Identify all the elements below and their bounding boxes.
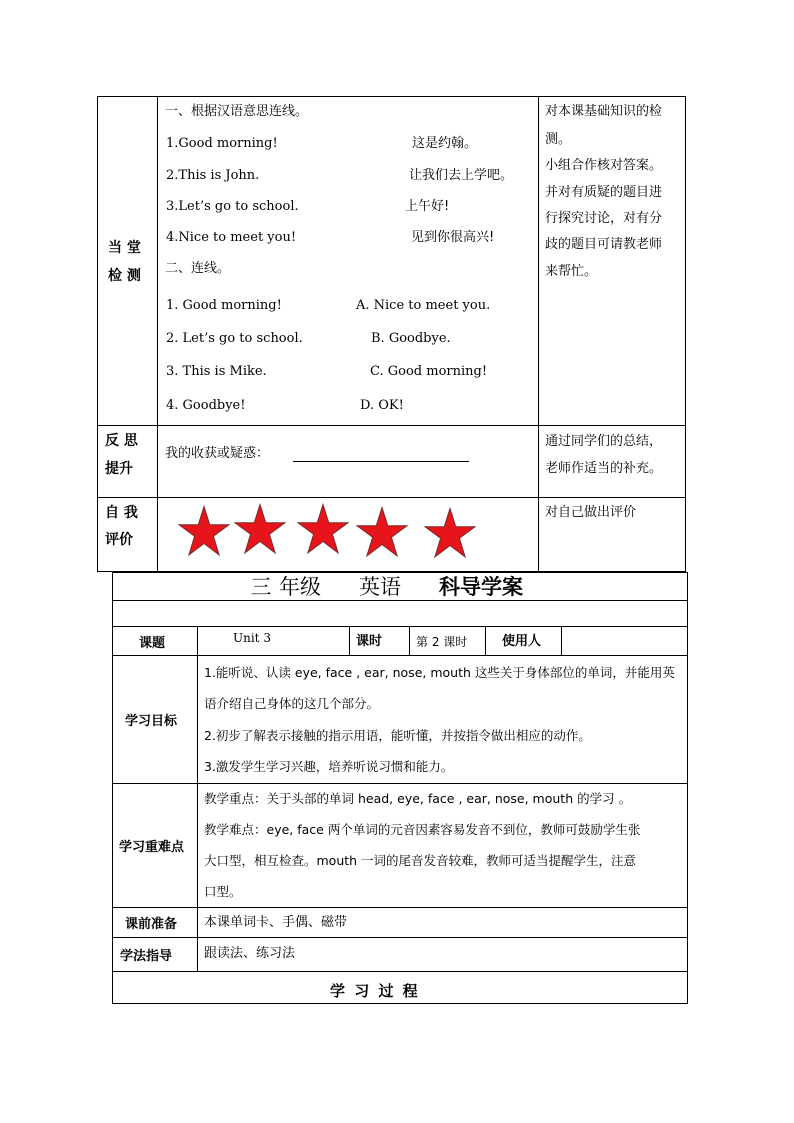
goals-label: 学习目标 [125, 714, 178, 729]
section1-cn-3: 上午好! [405, 199, 450, 214]
subject-value: 英语 [321, 574, 439, 601]
section1-en-1: 1.Good morning! [166, 136, 278, 151]
note-line: 小组合作核对答案。 [545, 158, 663, 173]
note-line: 测。 [545, 132, 572, 147]
key-point-line: 大口型，相互检查。mouth 一词的尾音发音较难，教师可适当提醒学生，注意 [204, 853, 637, 868]
note-line: 歧的题目可请教老师 [545, 237, 663, 252]
star-icon[interactable] [234, 503, 286, 555]
section2-right-3: C. Good morning! [370, 364, 488, 379]
note-line: 来帮忙。 [545, 264, 598, 279]
self-eval-note: 对自己做出评价 [545, 505, 637, 520]
section2-right-4: D. OK! [360, 398, 404, 413]
row-label-detect-1: 当 堂 [108, 240, 141, 256]
note-line: 老师作适当的补充。 [545, 461, 663, 476]
goal-line: 3.激发学生学习兴趣，培养听说习惯和能力。 [204, 759, 454, 774]
reflect-answer-line[interactable] [293, 461, 469, 462]
section2-left-2: 2. Let’s go to school. [166, 331, 303, 346]
grade-suffix: 年级 [279, 575, 321, 599]
section2-left-4: 4. Goodbye! [166, 398, 246, 413]
grade-value: 三 [243, 574, 279, 601]
row-label-self-1: 自 我 [105, 505, 138, 521]
star-icon[interactable] [424, 507, 476, 559]
period-value: 第 2 课时 [416, 635, 468, 649]
section1-en-4: 4.Nice to meet you! [166, 230, 297, 245]
prep-value: 本课单词卡、手偶、磁带 [204, 915, 348, 930]
star-icon[interactable] [297, 503, 349, 555]
goal-line: 语介绍自己身体的这几个部分。 [204, 696, 380, 711]
period-label: 课时 [356, 634, 383, 649]
row-label-self-2: 评价 [105, 532, 133, 548]
section1-en-3: 3.Let’s go to school. [166, 199, 299, 214]
section1-en-2: 2.This is John. [166, 168, 260, 183]
goal-line: 1.能听说、认读 eye, face , ear, nose, mouth 这些关于身体部位的单词，并能用英 [204, 665, 675, 680]
section1-cn-2: 让我们去上学吧。 [409, 168, 514, 183]
note-line: 并对有质疑的题目进 [545, 185, 663, 200]
topic-value: Unit 3 [233, 631, 271, 645]
section2-right-1: A. Nice to meet you. [356, 298, 491, 313]
process-heading: 学 习 过 程 [330, 982, 420, 1000]
topic-label: 课题 [139, 636, 166, 651]
title-suffix: 科导学案 [439, 575, 523, 599]
goal-line: 2.初步了解表示接触的指示用语，能听懂，并按指令做出相应的动作。 [204, 728, 591, 743]
section1-cn-4: 见到你很高兴! [411, 230, 495, 245]
reflect-prompt: 我的收获或疑惑： [165, 446, 270, 461]
star-icon[interactable] [178, 505, 230, 557]
key-points-label: 学习重难点 [119, 840, 185, 855]
key-point-line: 教学重点：关于头部的单词 head, eye, face , ear, nose, mouth 的学习 。 [204, 791, 632, 806]
user-label: 使用人 [502, 634, 542, 649]
page-title [243, 574, 523, 601]
key-point-line: 口型。 [204, 884, 242, 899]
section2-left-1: 1. Good morning! [166, 298, 282, 313]
section2-left-3: 3. This is Mike. [166, 364, 267, 379]
method-label: 学法指导 [120, 949, 173, 964]
method-value: 跟读法、练习法 [204, 946, 296, 961]
row-label-reflect-1: 反 思 [105, 433, 138, 449]
section2-right-2: B. Goodbye. [371, 331, 451, 346]
prep-label: 课前准备 [125, 917, 178, 932]
note-line: 对本课基础知识的检 [545, 104, 663, 119]
section2-title: 二、连线。 [165, 261, 231, 276]
section1-title: 一、根据汉语意思连线。 [165, 104, 309, 119]
key-point-line: 教学难点：eye, face 两个单词的元音因素容易发音不到位，教师可鼓励学生张 [204, 822, 641, 837]
note-line: 行探究讨论，对有分 [545, 211, 663, 226]
star-icon[interactable] [356, 506, 408, 558]
note-line: 通过同学们的总结， [545, 434, 663, 449]
row-label-detect-2: 检 测 [108, 268, 141, 284]
row-label-reflect-2: 提升 [105, 461, 133, 477]
section1-cn-1: 这是约翰。 [412, 136, 478, 151]
